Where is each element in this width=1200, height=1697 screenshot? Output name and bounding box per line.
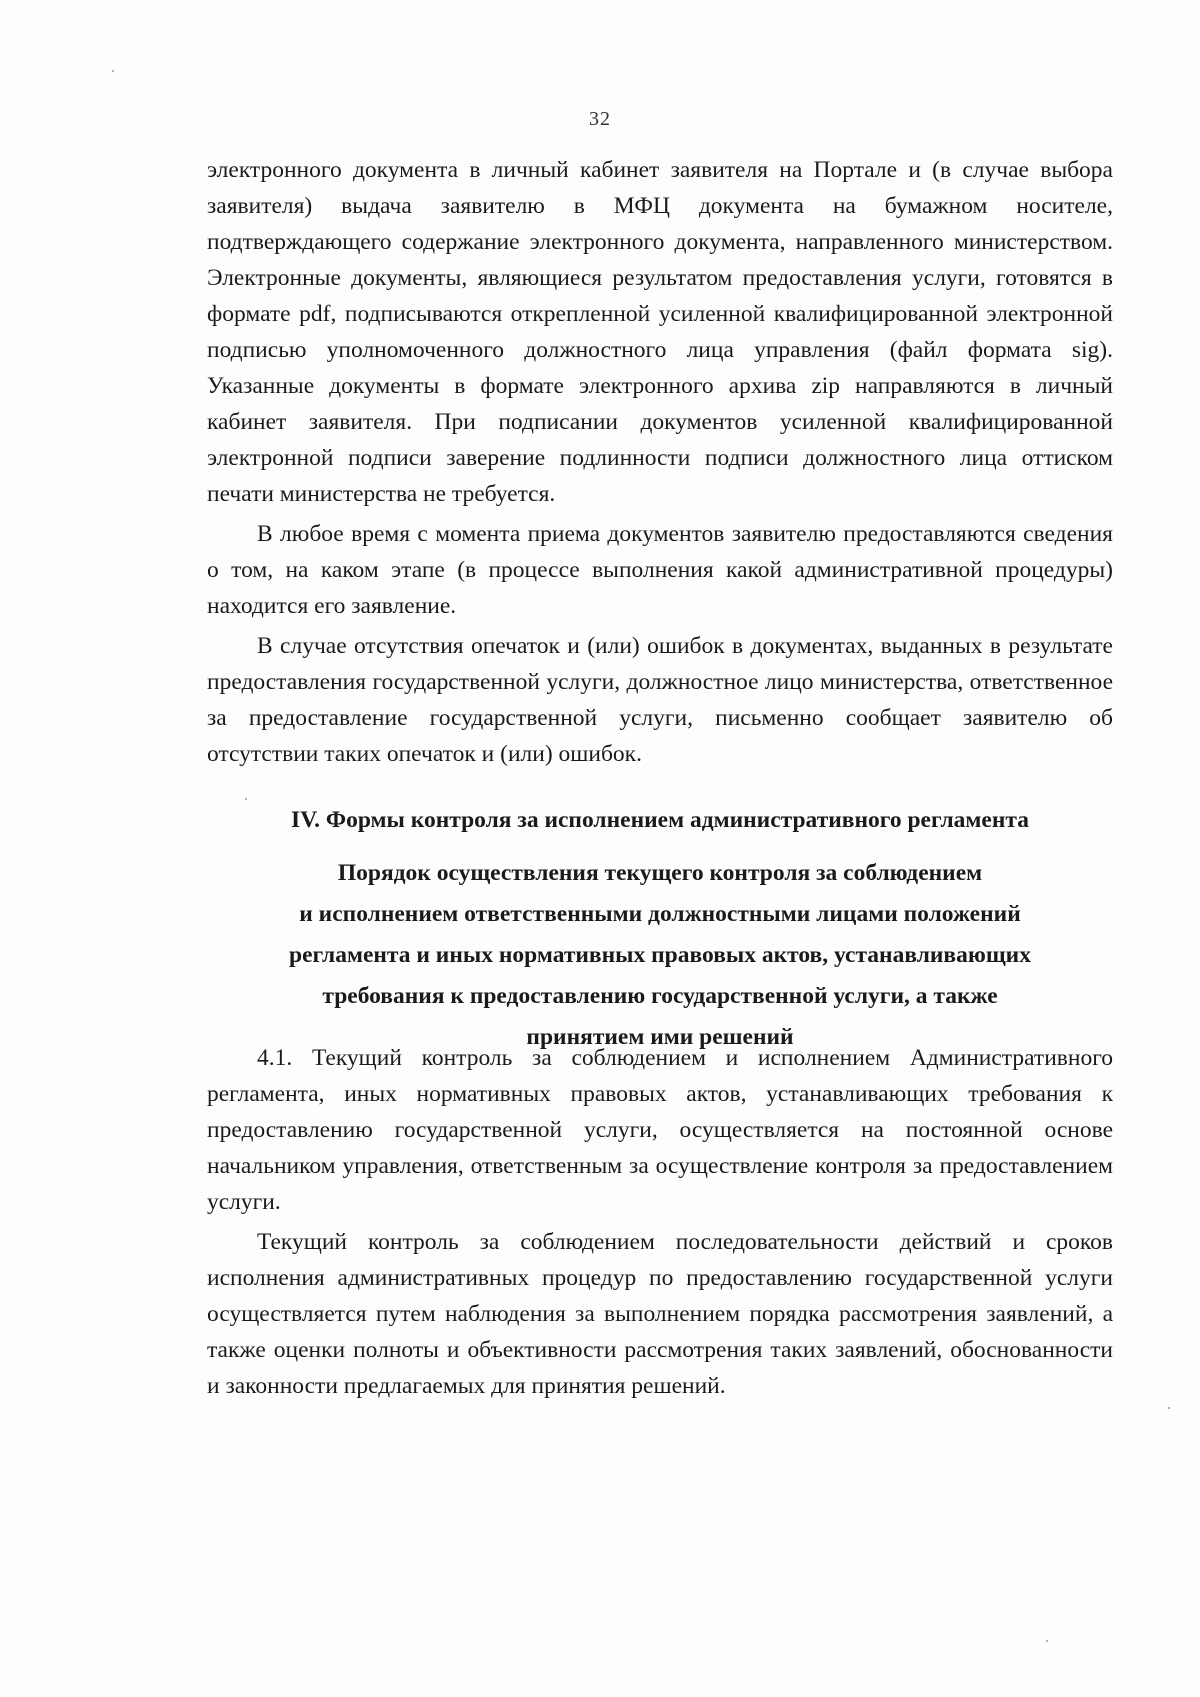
body-paragraph: электронного документа в личный кабинет заявителя на Портале и (в случае выбора заявителя) выдача заявителю в МФЦ документа на бумажном носителе, подтверждающего содержание электронного документа, направленного министерством. Электронные документы, являющиеся результатом предоставления услуги, готовятся в формате pdf, подписываются открепленной усиленной квалифицированной электронной подписью уполномоченного должностного лица управления (файл формата sig). Указанные документы в формате электронного архива zip направляются в личный кабинет заявителя. При подписании документов усиленной квалифицированной электронной подписи заверение подлинности подписи должностного лица оттиском печати министерства не требуется. <box>207 157 1113 507</box>
scan-speck <box>112 70 114 72</box>
section-title: IV. Формы контроля за исполнением административного регламента <box>291 807 1029 833</box>
scan-speck <box>1046 1640 1048 1642</box>
subsection-title-line: принятием ими решений <box>526 1024 794 1050</box>
subsection-title-line: требования к предоставлению государственной услуги, а также <box>322 983 998 1009</box>
scan-speck <box>245 798 247 800</box>
bottom-paragraphs <box>207 1040 1113 1404</box>
body-paragraph: Текущий контроль за соблюдением последовательности действий и сроков исполнения административных процедур по предоставлению государственной услуги осуществляется путем наблюдения за выполнением порядка рассмотрения заявлений, а также оценки полноты и объективности рассмотрения таких заявлений, обоснованности и законности предлагаемых для принятия решений. <box>207 1229 1113 1399</box>
subsection-title <box>207 853 1113 1058</box>
subsection-title-line: Порядок осуществления текущего контроля за соблюдением <box>337 860 983 886</box>
subsection-title-line: и исполнением ответственными должностными лицами положений <box>299 901 1021 927</box>
subsection-title-line: регламента и иных нормативных правовых актов, устанавливающих <box>289 942 1031 968</box>
top-paragraphs <box>207 152 1113 772</box>
scan-speck <box>1168 1407 1170 1409</box>
page-number: 32 <box>589 108 611 130</box>
body-paragraph: В случае отсутствия опечаток и (или) ошибок в документах, выданных в результате предоставления государственной услуги, должностное лицо министерства, ответственное за предоставление государственной услуги, письменно сообщает заявителю об отсутствии таких опечаток и (или) ошибок. <box>207 633 1113 767</box>
body-paragraph: 4.1. Текущий контроль за соблюдением и исполнением Административного регламента, иных нормативных правовых актов, устанавливающих требования к предоставлению государственной услуги, осуществляется на постоянной основе начальником управления, ответственным за осуществление контроля за предоставлением услуги. <box>207 1045 1113 1215</box>
body-paragraph: В любое время с момента приема документов заявителю предоставляются сведения о том, на каком этапе (в процессе выполнения какой административной процедуры) находится его заявление. <box>207 521 1113 619</box>
